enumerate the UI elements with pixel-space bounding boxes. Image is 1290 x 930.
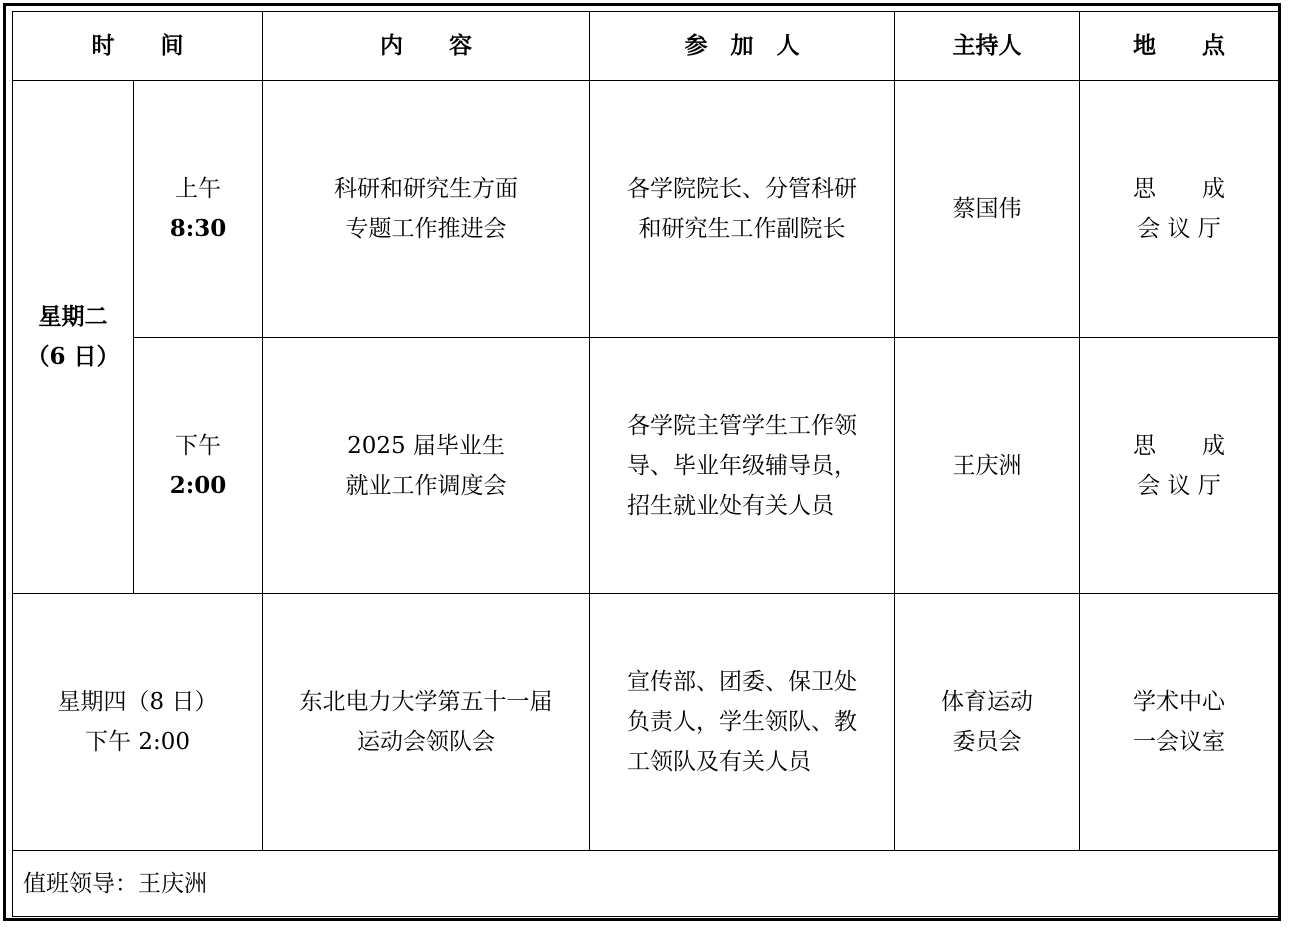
footer-row <box>13 851 1279 917</box>
location-cell <box>1080 594 1279 851</box>
time-cell <box>134 81 263 338</box>
header-host: 主持人 <box>895 12 1080 81</box>
participants-cell <box>590 81 895 338</box>
participants-line: 各学院院长、分管科研 <box>627 176 857 202</box>
day-label: 星期四（8 日） <box>57 689 218 715</box>
header-content: 内 容 <box>263 12 590 81</box>
participants-cell <box>590 594 895 851</box>
duty-leader: 值班领导：王庆洲 <box>13 851 1279 917</box>
location-line: 一会议室 <box>1133 729 1225 755</box>
time-clock: 8:30 <box>169 215 227 242</box>
participants-line: 和研究生工作副院长 <box>638 216 846 242</box>
location-line: 思 成 <box>1133 432 1225 459</box>
location-line: 会 议 厅 <box>1137 216 1221 242</box>
location-cell <box>1080 338 1279 594</box>
participants-line: 导、毕业年级辅导员， <box>627 452 857 479</box>
content-line: 东北电力大学第五十一届 <box>299 689 553 715</box>
time-clock: 下午 2:00 <box>85 729 190 755</box>
header-location: 地 点 <box>1080 12 1279 81</box>
participants-line: 各学院主管学生工作领 <box>627 412 857 439</box>
participants-line: 宣传部、团委、保卫处 <box>627 669 857 695</box>
content-line: 科研和研究生方面 <box>334 176 518 202</box>
host-cell: 王庆洲 <box>895 338 1080 594</box>
table-row <box>13 594 1279 851</box>
participants-cell <box>590 338 895 594</box>
location-line: 会 议 厅 <box>1137 472 1221 499</box>
location-cell <box>1080 81 1279 338</box>
location-line: 学术中心 <box>1133 689 1225 715</box>
host-cell: 蔡国伟 <box>895 81 1080 338</box>
table-row <box>13 338 1279 594</box>
header-row <box>13 12 1279 81</box>
content-cell <box>263 594 590 851</box>
content-cell <box>263 338 590 594</box>
content-line: 就业工作调度会 <box>345 472 507 499</box>
time-cell <box>134 338 263 594</box>
content-line: 2025 届毕业生 <box>347 432 505 459</box>
day-label: 星期二 <box>38 303 108 330</box>
time-period: 上午 <box>175 176 221 202</box>
time-period: 下午 <box>175 432 221 459</box>
participants-block <box>627 406 857 526</box>
participants-line: 工领队及有关人员 <box>627 749 811 775</box>
table-row <box>13 81 1279 338</box>
day-time-cell-thursday <box>13 594 263 851</box>
time-clock: 2:00 <box>169 471 227 499</box>
host-cell <box>895 594 1080 851</box>
day-cell-tuesday <box>13 81 134 594</box>
host-line: 体育运动 <box>941 689 1033 715</box>
content-line: 专题工作推进会 <box>345 216 507 242</box>
participants-line: 招生就业处有关人员 <box>627 492 834 519</box>
content-line: 运动会领队会 <box>357 729 495 755</box>
participants-block <box>627 662 857 782</box>
content-cell <box>263 81 590 338</box>
location-line: 思 成 <box>1133 176 1225 202</box>
header-participants: 参 加 人 <box>590 12 895 81</box>
header-time: 时 间 <box>13 12 263 81</box>
day-date: （6 日） <box>26 343 120 370</box>
weekly-schedule-table <box>12 11 1279 917</box>
host-line: 委员会 <box>952 729 1022 755</box>
participants-line: 负责人，学生领队、教 <box>627 709 857 735</box>
